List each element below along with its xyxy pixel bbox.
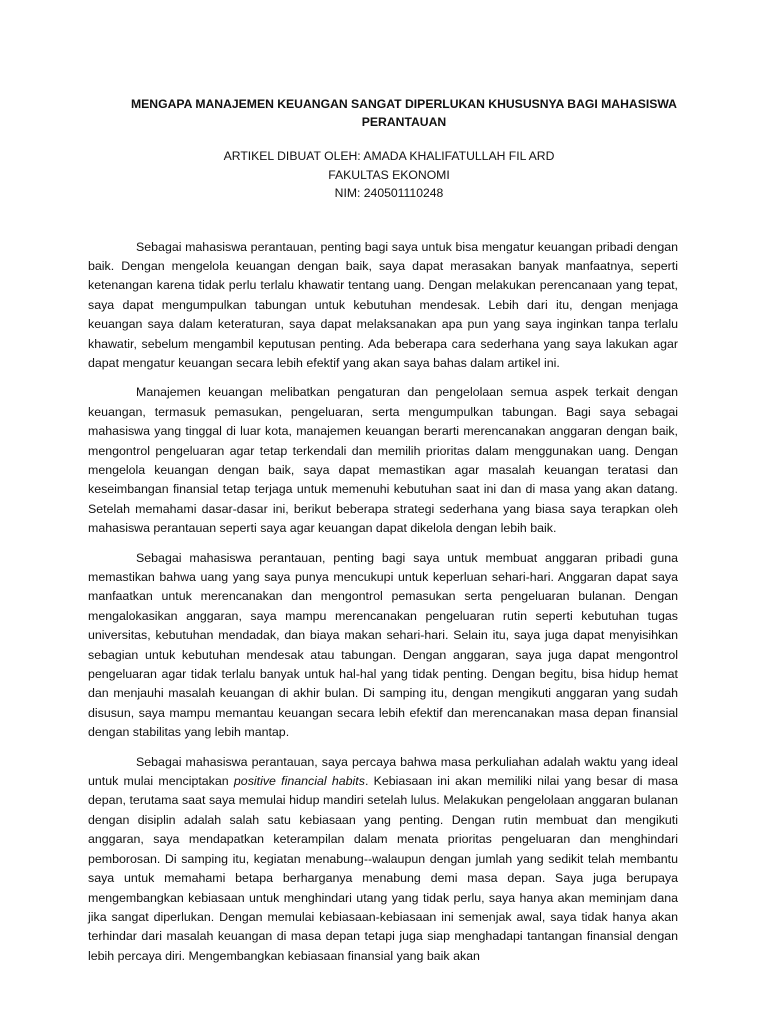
paragraph-4-text-before: Sebagai mahasiswa perantauan, saya percaya bahwa masa perkuliahan adalah waktu yang ideal untuk mulai menciptakan xyxy=(88,754,678,789)
nim-line: NIM: 240501110248 xyxy=(334,186,444,200)
document-body xyxy=(88,238,678,967)
author-line: ARTIKEL DIBUAT OLEH: AMADA KHALIFATULLAH FIL ARD xyxy=(223,149,555,163)
paragraph-4 xyxy=(88,753,678,966)
document-title: MENGAPA MANAJEMEN KEUANGAN SANGAT DIPERLUKAN KHUSUSNYA BAGI MAHASISWA PERANTAUAN xyxy=(131,97,677,129)
paragraph-4-text-after: . Kebiasaan ini akan memiliki nilai yang besar di masa depan, terutama saat saya memulai hidup mandiri setelah lulus. Melakukan pengelolaan anggaran bulanan dengan disiplin adalah salah satu kebiasaan yang penting. Dengan rutin membuat dan mengikuti anggaran, saya mendapatkan keterampilan dalam menata prioritas pengeluaran dan menghindari pemborosan. Di samping itu, kegiatan menabung--walaupun dengan jumlah yang sedikit telah membantu saya untuk memahami betapa berharganya menabung demi masa depan. Saya juga berupaya mengembangkan kebiasaan untuk menghindari utang yang tidak perlu, saya hanya akan meminjam dana jika sangat diperlukan. Dengan memulai kebiasaan-kebiasaan ini semenjak awal, saya tidak hanya akan terhindar dari masalah keuangan di masa depan tetapi juga siap menghadapi tantangan finansial dengan lebih percaya diri. Mengembangkan kebiasaan finansial yang baik akan xyxy=(88,774,678,963)
document-meta xyxy=(88,147,678,203)
paragraph-3: Sebagai mahasiswa perantauan, penting bagi saya untuk membuat anggaran pribadi guna memastikan bahwa uang yang saya punya mencukupi untuk keperluan sehari-hari. Anggaran dapat saya manfaatkan untuk merencanakan dan mengontrol pemasukan serta pengeluaran bulanan. Dengan mengalokasikan anggaran, saya mampu merencanakan pengeluaran rutin seperti kebutuhan tugas universitas, kebutuhan mendadak, dan biaya makan sehari-hari. Selain itu, saya juga dapat menyisihkan sebagian untuk kebutuhan mendesak atau tabungan. Dengan anggaran, saya juga dapat mengontrol pengeluaran agar tidak terlalu banyak untuk hal-hal yang tidak penting. Dengan begitu, bisa hidup hemat dan menjauhi masalah keuangan di akhir bulan. Di samping itu, dengan mengikuti anggaran yang sudah disusun, saya mampu memantau keuangan secara lebih efektif dan merencanakan masa depan finansial dengan stabilitas yang lebih mantap. xyxy=(88,550,678,740)
paragraph-4-italic-phrase: positive financial habits xyxy=(233,774,365,789)
paragraph-1: Sebagai mahasiswa perantauan, penting bagi saya untuk bisa mengatur keuangan pribadi dengan baik. Dengan mengelola keuangan dengan baik, saya dapat merasakan banyak manfaatnya, seperti ketenangan karena tidak perlu terlalu khawatir tentang uang. Dengan melakukan perencanaan yang tepat, saya dapat mengumpulkan tabungan untuk kebutuhan mendesak. Lebih dari itu, dengan menjaga keuangan saya dalam keteraturan, saya dapat melaksanakan apa pun yang saya inginkan tanpa terlalu khawatir, sebelum mengambil keputusan penting. Ada beberapa cara sederhana yang saya lakukan agar dapat mengatur keuangan secara lebih efektif yang akan saya bahas dalam artikel ini. xyxy=(88,239,678,370)
paragraph-2: Manajemen keuangan melibatkan pengaturan dan pengelolaan semua aspek terkait dengan keuangan, termasuk pemasukan, pengeluaran, serta mengumpulkan tabungan. Bagi saya sebagai mahasiswa yang tinggal di luar kota, manajemen keuangan berarti merencanakan anggaran dengan baik, mengontrol pengeluaran agar tetap terkendali dan memilih prioritas dalam menggunakan uang. Dengan mengelola keuangan dengan baik, saya dapat memastikan agar masalah keuangan teratasi dan keseimbangan finansial tetap terjaga untuk memenuhi kebutuhan saat ini dan di masa yang akan datang. Setelah memahami dasar-dasar ini, berikut beberapa strategi sederhana yang biasa saya terapkan oleh mahasiswa perantauan seperti saya agar keuangan dapat dikelola dengan lebih baik. xyxy=(88,385,678,536)
document-page xyxy=(88,95,678,966)
faculty-line: FAKULTAS EKONOMI xyxy=(328,167,450,182)
